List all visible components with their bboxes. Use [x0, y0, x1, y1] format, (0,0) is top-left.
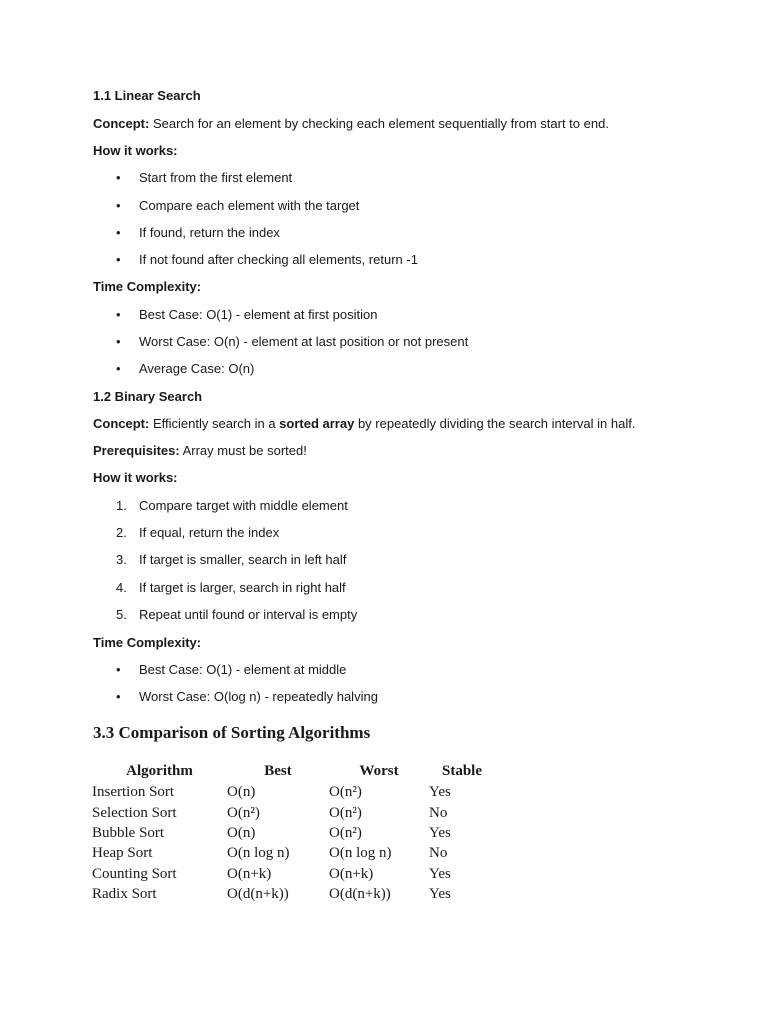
table-cell: O(n²)	[329, 784, 362, 801]
concept-label: Concept:	[93, 116, 150, 131]
table-row	[92, 884, 495, 904]
linear-step: Compare each element with the target	[139, 198, 360, 213]
table-cell: O(n log n)	[227, 845, 290, 862]
binary-step: If equal, return the index	[139, 525, 280, 540]
linear-concept	[93, 116, 609, 132]
bullet-icon: •	[116, 170, 121, 185]
bullet-icon: •	[116, 334, 121, 349]
table-row	[92, 782, 495, 802]
step-number: 2.	[116, 525, 127, 540]
table-cell: No	[429, 845, 448, 862]
table-row	[92, 802, 495, 822]
binary-prerequisites	[93, 443, 307, 459]
table-cell: Yes	[429, 784, 451, 801]
binary-complexity: Best Case: O(1) - element at middle	[139, 662, 347, 677]
table-cell: Yes	[429, 865, 451, 882]
bullet-icon: •	[116, 361, 121, 376]
linear-how-label: How it works:	[93, 143, 178, 158]
table-cell: Selection Sort	[92, 804, 177, 821]
bullet-icon: •	[116, 307, 121, 322]
column-header: Worst	[359, 763, 399, 779]
linear-tc-label: Time Complexity:	[93, 279, 202, 294]
bullet-icon: •	[116, 252, 121, 267]
table-cell: Radix Sort	[92, 886, 157, 903]
table-cell: O(n²)	[329, 804, 362, 821]
linear-complexity: Average Case: O(n)	[139, 361, 255, 376]
table-row	[92, 823, 495, 843]
column-header: Best	[264, 763, 292, 779]
table-row	[92, 843, 495, 863]
linear-complexity: Best Case: O(1) - element at first position	[139, 307, 378, 322]
bullet-icon: •	[116, 662, 121, 677]
comparison-table	[92, 760, 495, 904]
prereq-text: Array must be sorted!	[179, 443, 307, 458]
concept-label: Concept:	[93, 416, 150, 431]
table-cell: O(d(n+k))	[329, 886, 391, 903]
binary-how-label: How it works:	[93, 470, 178, 485]
prereq-label: Prerequisites:	[93, 443, 180, 458]
table-cell: Counting Sort	[92, 865, 177, 882]
linear-search-heading: 1.1 Linear Search	[93, 88, 201, 103]
table-cell: Heap Sort	[92, 845, 153, 862]
binary-search-heading: 1.2 Binary Search	[93, 389, 203, 404]
table-cell: O(n)	[227, 784, 256, 801]
table-cell: No	[429, 804, 448, 821]
linear-step: If found, return the index	[139, 225, 280, 240]
binary-concept	[93, 416, 635, 432]
table-header-row	[92, 760, 495, 782]
bullet-icon: •	[116, 198, 121, 213]
linear-step: If not found after checking all elements, return -1	[139, 252, 418, 267]
binary-step: If target is smaller, search in left half	[139, 552, 347, 567]
linear-complexity: Worst Case: O(n) - element at last position or not present	[139, 334, 469, 349]
comparison-heading: 3.3 Comparison of Sorting Algorithms	[93, 723, 371, 742]
column-header: Algorithm	[126, 763, 193, 779]
table-cell: Insertion Sort	[92, 784, 175, 801]
binary-step: Repeat until found or interval is empty	[139, 607, 358, 622]
table-cell: O(n+k)	[227, 865, 272, 882]
bullet-icon: •	[116, 225, 121, 240]
concept-text: Search for an element by checking each element sequentially from start to end.	[149, 116, 609, 131]
table-row	[92, 864, 495, 884]
concept-text: by repeatedly dividing the search interval in half.	[354, 416, 636, 431]
step-number: 1.	[116, 498, 127, 513]
bullet-icon: •	[116, 689, 121, 704]
binary-step: Compare target with middle element	[139, 498, 348, 513]
table-cell: O(n²)	[329, 824, 362, 841]
concept-text: Efficiently search in a	[149, 416, 280, 431]
binary-step: If target is larger, search in right half	[139, 580, 346, 595]
table-cell: O(n²)	[227, 804, 260, 821]
linear-step: Start from the first element	[139, 170, 293, 185]
table-cell: O(n)	[227, 824, 256, 841]
step-number: 3.	[116, 552, 127, 567]
binary-tc-label: Time Complexity:	[93, 635, 202, 650]
table-cell: Yes	[429, 824, 451, 841]
table-cell: O(n+k)	[329, 865, 374, 882]
table-cell: O(n log n)	[329, 845, 392, 862]
step-number: 5.	[116, 607, 127, 622]
column-header: Stable	[441, 763, 482, 779]
binary-complexity: Worst Case: O(log n) - repeatedly halving	[139, 689, 378, 704]
concept-emphasis: sorted array	[279, 416, 355, 431]
step-number: 4.	[116, 580, 127, 595]
table-cell: Bubble Sort	[92, 824, 165, 841]
table-cell: Yes	[429, 886, 451, 903]
table-cell: O(d(n+k))	[227, 886, 289, 903]
